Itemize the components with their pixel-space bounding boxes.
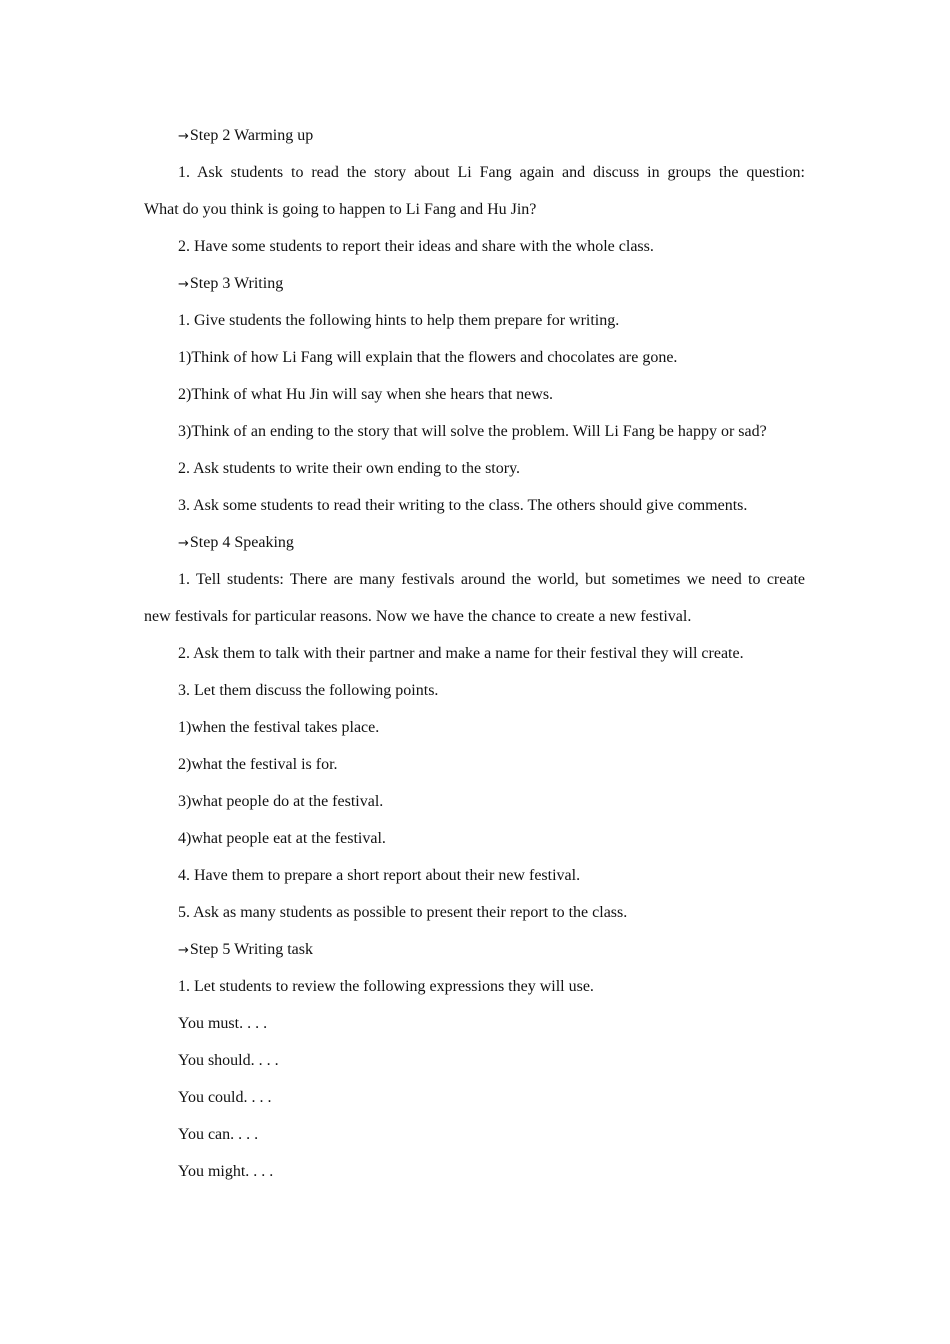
- step-3-item-3: 3. Ask some students to read their writing to the class. The others should give comments.: [178, 497, 748, 514]
- arrow-icon: →: [178, 943, 189, 958]
- step-2-item-1-line-2: What do you think is going to happen to Li Fang and Hu Jin?: [144, 201, 537, 218]
- step-4-item-2: 2. Ask them to talk with their partner and make a name for their festival they will create.: [178, 645, 744, 662]
- expression-line: You can. . . .: [178, 1126, 259, 1143]
- step-2-heading: →Step 2 Warming up: [178, 127, 314, 144]
- step-3-hint-2: 2)Think of what Hu Jin will say when she hears that news.: [178, 386, 554, 403]
- expression-line: You might. . . .: [178, 1163, 274, 1180]
- step-4-point-1: 1)when the festival takes place.: [178, 719, 380, 736]
- expression-line: You could. . . .: [178, 1089, 272, 1106]
- step-4-heading: →Step 4 Speaking: [178, 534, 294, 551]
- arrow-icon: →: [178, 277, 189, 292]
- step-5-heading: →Step 5 Writing task: [178, 941, 313, 958]
- step-4-point-2: 2)what the festival is for.: [178, 756, 338, 773]
- expression-line: You should. . . .: [178, 1052, 279, 1069]
- document-body: [144, 124, 805, 1197]
- step-2-item-2: 2. Have some students to report their ideas and share with the whole class.: [178, 238, 654, 255]
- step-3-hint-3: 3)Think of an ending to the story that will solve the problem. Will Li Fang be happy or sad?: [178, 423, 767, 440]
- step-3-heading: →Step 3 Writing: [178, 275, 284, 292]
- step-4-item-1-line-2: new festivals for particular reasons. Now we have the chance to create a new festival.: [144, 608, 692, 625]
- arrow-icon: →: [178, 536, 189, 551]
- step-4-item-1-line-1: 1. Tell students: There are many festivals around the world, but sometimes we need to create: [178, 571, 805, 588]
- arrow-icon: →: [178, 129, 189, 144]
- step-4-point-4: 4)what people eat at the festival.: [178, 830, 386, 847]
- step-4-item-4: 4. Have them to prepare a short report about their new festival.: [178, 867, 581, 884]
- step-3-item-2: 2. Ask students to write their own ending to the story.: [178, 460, 521, 477]
- step-4-item-3: 3. Let them discuss the following points.: [178, 682, 439, 699]
- step-4-point-3: 3)what people do at the festival.: [178, 793, 384, 810]
- step-5-item-1: 1. Let students to review the following expressions they will use.: [178, 978, 594, 995]
- step-3-item-1: 1. Give students the following hints to help them prepare for writing.: [178, 312, 620, 329]
- expression-line: You must. . . .: [178, 1015, 268, 1032]
- step-2-item-1-line-1: 1. Ask students to read the story about Li Fang again and discuss in groups the question:: [178, 164, 805, 181]
- step-3-hint-1: 1)Think of how Li Fang will explain that the flowers and chocolates are gone.: [178, 349, 678, 366]
- step-4-item-5: 5. Ask as many students as possible to present their report to the class.: [178, 904, 628, 921]
